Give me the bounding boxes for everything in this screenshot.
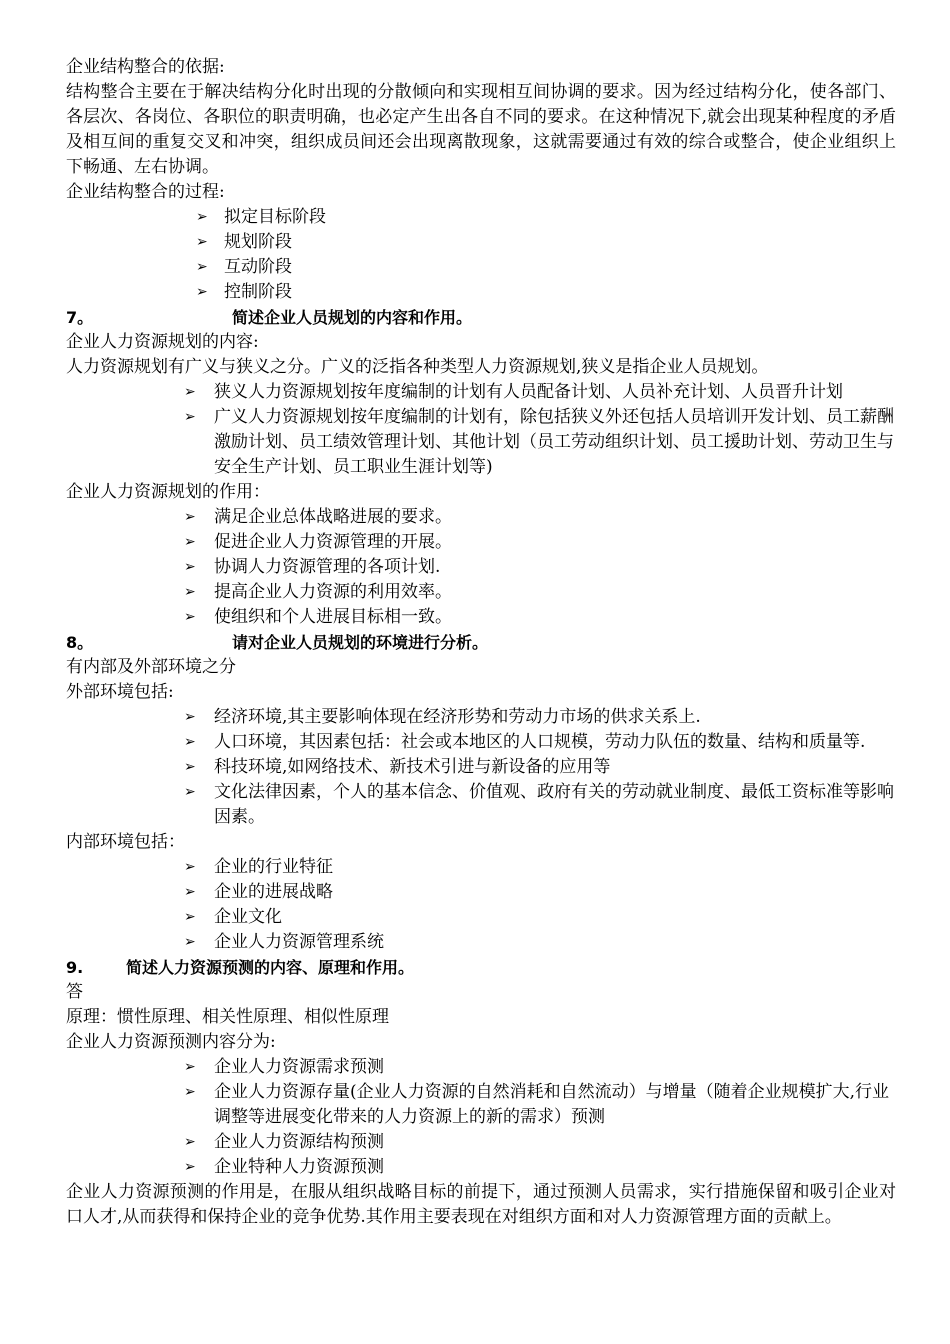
role-list [66,505,896,630]
external-list [66,705,896,830]
content-list [66,380,896,480]
section-heading: 企业人力资源规划的作用： [66,482,270,502]
list-item: ➢ 企业的进展战略 [66,880,896,905]
list-item: ➢ 控制阶段 [66,280,896,305]
question-text: 简述人力资源预测的内容、原理和作用。 [126,958,415,977]
paragraph: 答 [66,982,83,1002]
list-item: ➢ 企业人力资源管理系统 [66,930,896,955]
bullet-arrow-icon: ➢ [184,559,196,575]
question-heading [66,955,896,980]
list-item: ➢ 人口环境，其因素包括：社会或本地区的人口规模，劳动力队伍的数量、结构和质量等. [66,730,896,755]
list-item: ➢ 经济环境,其主要影响体现在经济形势和劳动力市场的供求关系上. [66,705,896,730]
list-item: ➢ 狭义人力资源规划按年度编制的计划有人员配备计划、人员补充计划、人员晋升计划 [66,380,896,405]
bullet-arrow-icon: ➢ [196,234,208,250]
section-heading: 企业结构整合的过程: [66,182,225,202]
question-number: 8。 [66,633,94,652]
list-item: ➢ 规划阶段 [66,230,896,255]
list-item: ➢ 互动阶段 [66,255,896,280]
section-heading: 企业结构整合的依据: [66,57,225,77]
bullet-arrow-icon: ➢ [184,584,196,600]
paragraph: 原理：惯性原理、相关性原理、相似性原理 [66,1007,389,1027]
list-item: ➢ 企业人力资源结构预测 [66,1130,896,1155]
list-item: ➢ 企业人力资源需求预测 [66,1055,896,1080]
question-number: 9. [66,958,84,977]
bullet-arrow-icon: ➢ [184,784,196,800]
list-item: ➢ 使组织和个人进展目标相一致。 [66,605,896,630]
list-item: ➢ 科技环境,如网络技术、新技术引进与新设备的应用等 [66,755,896,780]
bullet-arrow-icon: ➢ [184,759,196,775]
bullet-arrow-icon: ➢ [196,284,208,300]
bullet-arrow-icon: ➢ [184,534,196,550]
list-item: ➢ 提高企业人力资源的利用效率。 [66,580,896,605]
question-text: 简述企业人员规划的内容和作用。 [232,308,473,327]
bullet-arrow-icon: ➢ [184,1084,196,1100]
bullet-arrow-icon: ➢ [184,709,196,725]
bullet-arrow-icon: ➢ [184,384,196,400]
question-text: 请对企业人员规划的环境进行分析。 [232,633,489,652]
list-item: ➢ 企业特种人力资源预测 [66,1155,896,1180]
list-item: ➢ 促进企业人力资源管理的开展。 [66,530,896,555]
bullet-arrow-icon: ➢ [196,209,208,225]
process-list [66,205,896,305]
bullet-arrow-icon: ➢ [184,909,196,925]
section-heading: 内部环境包括： [66,832,185,852]
list-item: ➢ 拟定目标阶段 [66,205,896,230]
question-heading [66,305,896,330]
bullet-arrow-icon: ➢ [184,1059,196,1075]
paragraph: 有内部及外部环境之分 [66,657,236,677]
list-item: ➢ 企业的行业特征 [66,855,896,880]
list-item: ➢ 企业文化 [66,905,896,930]
bullet-arrow-icon: ➢ [184,409,196,425]
internal-list [66,855,896,955]
list-item: ➢ 协调人力资源管理的各项计划. [66,555,896,580]
list-item: ➢ 企业人力资源存量(企业人力资源的自然消耗和自然流动）与增量（随着企业规模扩大,行业调整等进展变化带来的人力资源上的新的需求）预测 [184,1082,890,1127]
question-heading [66,630,896,655]
paragraph: 人力资源规划有广义与狭义之分。广义的泛指各种类型人力资源规划,狭义是指企业人员规划。 [66,357,769,377]
bullet-arrow-icon: ➢ [184,609,196,625]
bullet-arrow-icon: ➢ [196,259,208,275]
forecast-list [66,1055,896,1180]
section-heading: 外部环境包括: [66,682,174,702]
section-heading: 企业人力资源预测内容分为: [66,1032,276,1052]
bullet-arrow-icon: ➢ [184,734,196,750]
list-item: ➢ 文化法律因素，个人的基本信念、价值观、政府有关的劳动就业制度、最低工资标准等影响因素。 [184,782,894,827]
document-page [66,55,896,1230]
bullet-arrow-icon: ➢ [184,934,196,950]
bullet-arrow-icon: ➢ [184,509,196,525]
paragraph: 企业人力资源预测的作用是，在服从组织战略目标的前提下，通过预测人员需求，实行措施保留和吸引企业对口人才,从而获得和保持企业的竞争优势.其作用主要表现在对组织方面和对人力资源管理方面的贡献上。 [66,1182,896,1227]
bullet-arrow-icon: ➢ [184,884,196,900]
question-number: 7。 [66,308,94,327]
bullet-arrow-icon: ➢ [184,859,196,875]
list-item: ➢ 广义人力资源规划按年度编制的计划有，除包括狭义外还包括人员培训开发计划、员工薪酬激励计划、员工绩效管理计划、其他计划（员工劳动组织计划、员工援助计划、劳动卫生与安全生产计划、员工职业生涯计划等) [184,407,894,477]
section-heading: 企业人力资源规划的内容: [66,332,259,352]
bullet-arrow-icon: ➢ [184,1159,196,1175]
paragraph: 结构整合主要在于解决结构分化时出现的分散倾向和实现相互间协调的要求。因为经过结构分化，使各部门、各层次、各岗位、各职位的职责明确，也必定产生出各自不同的要求。在这种情况下,就会出现某种程度的矛盾及相互间的重复交叉和冲突，组织成员间还会出现离散现象，这就需要通过有效的综合或整合，使企业组织上下畅通、左右协调。 [66,82,896,177]
bullet-arrow-icon: ➢ [184,1134,196,1150]
list-item: ➢ 满足企业总体战略进展的要求。 [66,505,896,530]
